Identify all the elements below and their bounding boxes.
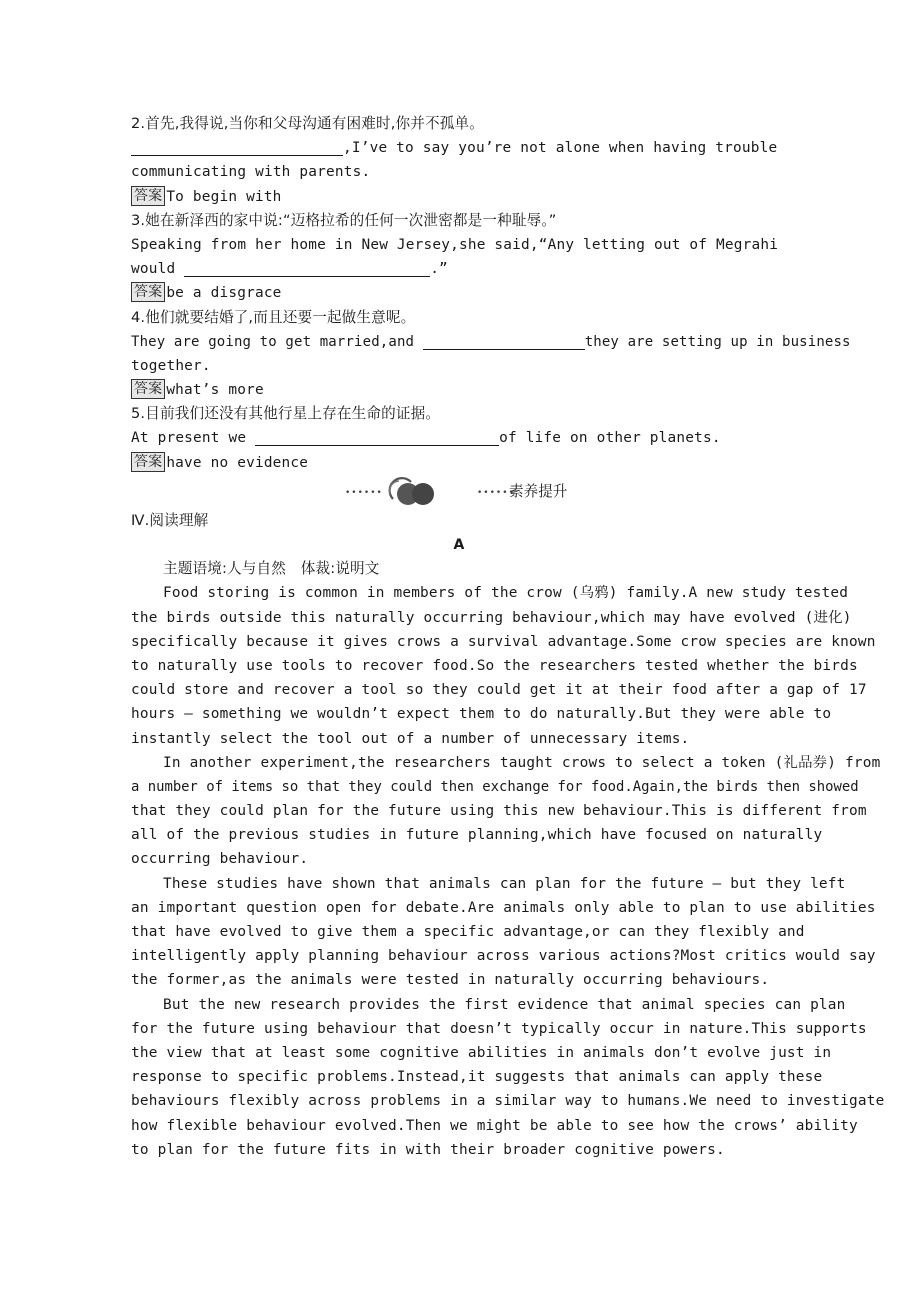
question-4-prompt: 4.他们就要结婚了,而且还要一起做生意呢。 — [131, 308, 416, 326]
question-3-prompt: 3.她在新泽西的家中说:“迈格拉希的任何一次泄密都是一种耻辱。” — [131, 211, 557, 229]
question-3-line-2: would .” — [131, 261, 448, 278]
paragraph-line: the view that at least some cognitive abilities in animals don’t evolve just in — [131, 1044, 832, 1061]
section-heading: Ⅳ.阅读理解 — [131, 511, 209, 529]
paragraph-line: that have evolved to give them a specific advantage,or can they flexibly and — [131, 924, 805, 940]
paragraph-line: an important question open for debate.Are animals only able to plan to use abilities — [131, 899, 876, 916]
question-3-line-1: Speaking from her home in New Jersey,she said,“Any letting out of Megrahi — [131, 236, 779, 253]
paragraph-line: occurring behaviour. — [131, 851, 309, 868]
paragraph-line: intelligently apply planning behaviour across various actions?Most critics would say — [131, 948, 876, 965]
answer-label: 答案 — [131, 379, 165, 399]
question-4-line-1: They are going to get married,and they are setting up in business — [131, 333, 851, 350]
paragraph-line: behaviours flexibly across problems in a similar way to humans.We need to investigate — [131, 1093, 885, 1110]
paragraph-line: instantly select the tool out of a number of unnecessary items. — [131, 730, 690, 747]
paragraph-1 — [131, 581, 876, 750]
paragraph-line: hours — something we wouldn’t expect them to do naturally.But they were able to — [131, 706, 832, 723]
divider-dots-left: •••••• — [345, 487, 383, 498]
question-2-prompt: 2.首先,我得说,当你和父母沟通有困难时,你并不孤单。 — [131, 115, 484, 132]
question-5-line-1: At present we of life on other planets. — [131, 430, 721, 447]
worksheet-page — [131, 112, 885, 1162]
paragraph-line: all of the previous studies in future planning,which have focused on naturally — [131, 827, 823, 844]
passage-label: A — [453, 537, 465, 553]
question-2-blank[interactable] — [131, 139, 343, 156]
question-3-answer — [131, 281, 831, 305]
paragraph-line: the former,as the animals were tested in naturally occurring behaviours. — [131, 972, 770, 989]
paragraph-line: for the future using behaviour that doesn’t typically occur in nature.This supports — [131, 1020, 867, 1037]
paragraph-2 — [131, 751, 881, 872]
question-2-answer — [131, 185, 831, 209]
paragraph-line: how flexible behaviour evolved.Then we might be able to see how the crows’ ability — [131, 1117, 858, 1134]
circles-badge-icon — [387, 477, 439, 507]
paragraph-line: But the new research provides the first evidence that animal species can plan — [163, 996, 846, 1013]
question-5-blank[interactable] — [255, 429, 499, 446]
paragraph-line: that they could plan for the future using this new behaviour.This is different from — [131, 803, 867, 820]
question-4-blank[interactable] — [423, 333, 585, 350]
question-2-line-1: ,I’ve to say you’re not alone when having trouble — [131, 136, 831, 160]
question-2-line-2: communicating with parents. — [131, 164, 371, 181]
paragraph-line: to naturally use tools to recover food.So the researchers tested whether the birds — [131, 657, 858, 674]
question-4-line-2: together. — [131, 357, 211, 374]
paragraph-3 — [131, 872, 876, 993]
paragraph-line: to plan for the future fits in with their broader cognitive powers. — [131, 1141, 725, 1158]
answer-label: 答案 — [131, 186, 165, 206]
paragraph-line: could store and recover a tool so they could get it at their food after a gap of 17 — [131, 682, 867, 699]
answer-label: 答案 — [131, 452, 165, 472]
paragraph-line: specifically because it gives crows a survival advantage.Some crow species are known — [131, 633, 876, 650]
answer-text: what’s more — [166, 382, 264, 399]
paragraph-line: a number of items so that they could then exchange for food.Again,the birds then showed — [131, 778, 859, 795]
question-3-blank[interactable] — [184, 260, 430, 277]
theme-line: 主题语境:人与自然 体裁:说明文 — [163, 560, 380, 578]
paragraph-line: Food storing is common in members of the crow (乌鸦) family.A new study tested — [163, 585, 849, 602]
answer-text: be a disgrace — [166, 285, 282, 302]
paragraph-line: These studies have shown that animals can plan for the future — but they left — [163, 875, 846, 892]
answer-text: To begin with — [166, 188, 282, 205]
paragraph-line: the birds outside this naturally occurring behaviour,which may have evolved (进化) — [131, 609, 852, 626]
divider-label: 素养提升 — [509, 482, 568, 500]
answer-label: 答案 — [131, 282, 165, 302]
divider-dots-right: •••••• — [477, 487, 515, 498]
paragraph-line: In another experiment,the researchers taught crows to select a token (礼品券) from — [163, 754, 881, 771]
paragraph-line: response to specific problems.Instead,it suggests that animals can apply these — [131, 1069, 823, 1086]
answer-text: have no evidence — [166, 454, 309, 471]
paragraph-4 — [131, 993, 885, 1162]
question-5-prompt: 5.目前我们还没有其他行星上存在生命的证据。 — [131, 405, 441, 423]
question-5-answer — [131, 451, 831, 475]
section-divider — [131, 475, 831, 509]
question-4-answer — [131, 378, 831, 402]
